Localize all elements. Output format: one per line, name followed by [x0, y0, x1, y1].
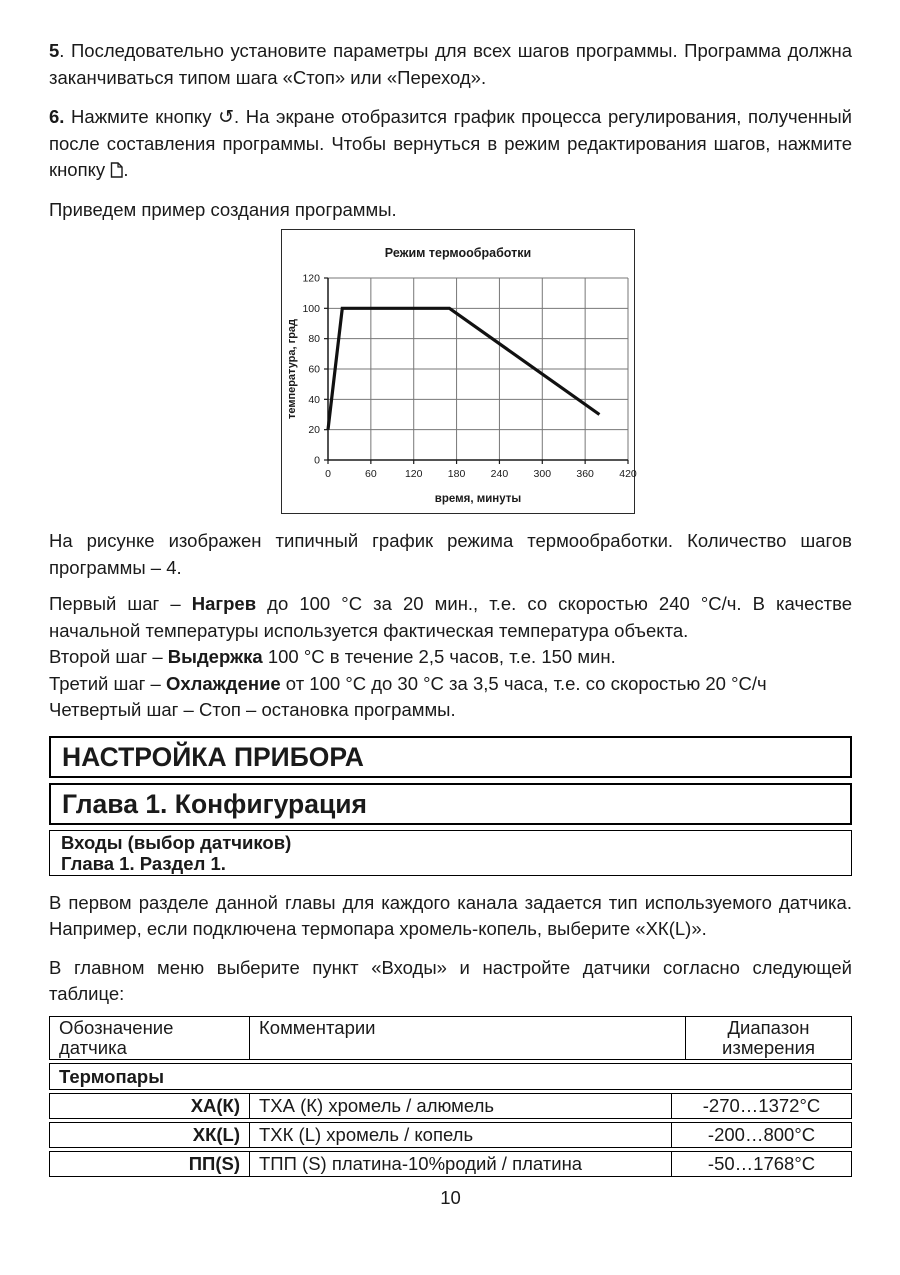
- chart-y-tick-label: 80: [308, 333, 320, 346]
- step-type: Охлаждение: [165, 672, 281, 694]
- chart-x-tick-label: 420: [619, 468, 637, 480]
- paragraph-step5: [49, 38, 852, 91]
- chart-x-tick-label: 180: [447, 468, 466, 480]
- chart-y-tick-label: 40: [308, 393, 320, 406]
- step1-description: [49, 591, 852, 644]
- sensor-comment: ТПП (S) платина-10%родий / платина: [249, 1152, 671, 1176]
- paragraph-number: 6.: [49, 106, 65, 127]
- subsection-heading-inputs: [49, 830, 852, 876]
- step-detail: от 100 °С до 30 °С за 3,5 часа, т.е. со скоростью 20 °С/ч: [280, 672, 767, 694]
- step-detail: 100 °С в течение 2,5 часов, т.е. 150 мин.: [262, 646, 616, 667]
- sensor-table: [49, 1016, 852, 1177]
- chart-x-tick-label: 120: [404, 468, 423, 480]
- subsection-reference: Глава 1. Раздел 1.: [61, 852, 226, 874]
- table-row: [49, 1151, 852, 1177]
- chart-x-tick-label: 60: [365, 468, 377, 480]
- step2-description: [49, 644, 852, 671]
- step-label: Третий шаг –: [49, 672, 166, 694]
- chart-x-tick-label: 240: [490, 468, 509, 480]
- table-row: [49, 1122, 852, 1148]
- chart-y-tick-label: 100: [302, 302, 320, 315]
- chart-y-tick-label: 120: [302, 272, 320, 285]
- table-header-comments: Комментарии: [249, 1017, 685, 1059]
- refresh-icon: ↺: [218, 106, 235, 128]
- paragraph-number: 5: [49, 40, 60, 61]
- chapter-heading-configuration: Глава 1. Конфигурация: [49, 783, 852, 825]
- paragraph-text: Нажмите кнопку: [64, 106, 219, 127]
- sensor-code: ХК(L): [192, 1123, 240, 1145]
- paragraph-step6: [49, 104, 852, 184]
- thermal-chart-svg: [282, 230, 637, 512]
- program-steps-description: [49, 591, 852, 724]
- chart-y-tick-label: 20: [308, 424, 320, 437]
- chart-y-tick-label: 60: [308, 363, 320, 376]
- paragraph-table-intro: В главном меню выберите пункт «Входы» и настройте датчики согласно следующей таблице:: [49, 956, 852, 1004]
- step-label: Второй шаг –: [49, 646, 168, 667]
- step-type: Выдержка: [167, 646, 263, 667]
- paragraph-example-intro: Приведем пример создания программы.: [49, 198, 397, 220]
- chart-y-tick-label: 0: [314, 454, 320, 467]
- paragraph-text: . На экране отобразится график процесса регулирования, полученный после составления программы. Чтобы вернуться в режим редактирования шагов, нажмите кнопку: [49, 106, 852, 180]
- table-header-row: [49, 1016, 852, 1060]
- table-row: [49, 1093, 852, 1119]
- chart-x-tick-label: 0: [325, 468, 331, 480]
- table-header-range: Диапазон измерения: [685, 1017, 851, 1059]
- thermal-treatment-chart: [281, 229, 635, 514]
- paragraph-text: .: [123, 159, 129, 180]
- paragraph-section-intro: В первом разделе данной главы для каждого канала задается тип используемого датчика. Например, если подключена термопара хромель-копель, выберите «ХК(L)».: [49, 891, 852, 939]
- chart-x-tick-label: 360: [576, 468, 594, 480]
- table-group-label: Термопары: [59, 1065, 165, 1087]
- page-number: 10: [440, 1186, 461, 1208]
- sensor-code: ХА(К): [190, 1094, 240, 1116]
- step4-description: Четвертый шаг – Стоп – остановка программы.: [49, 699, 456, 720]
- chart-x-axis-label: время, минуты: [434, 493, 522, 505]
- section-heading-device-setup: НАСТРОЙКА ПРИБОРА: [49, 736, 852, 778]
- paragraph-figure-caption: На рисунке изображен типичный график режима термообработки. Количество шагов программы – 4.: [49, 530, 852, 578]
- paragraph-text: . Последовательно установите параметры для всех шагов программы. Программа должна заканчиваться типом шага «Стоп» или «Переход».: [49, 40, 852, 88]
- step3-description: [49, 671, 852, 698]
- sensor-range: -270…1372°С: [671, 1094, 851, 1118]
- table-group-row: [49, 1063, 852, 1090]
- sensor-comment: ТХА (К) хромель / алюмель: [249, 1094, 671, 1118]
- step-type: Нагрев: [191, 593, 257, 614]
- chart-x-tick-label: 300: [533, 468, 552, 480]
- document-icon: [110, 159, 123, 180]
- step-detail: до 100 °С за 20 мин., т.е. со скоростью 240 °С/ч. В качестве начальной температуры используется фактическая температура объекта.: [49, 593, 852, 641]
- chart-y-axis-label: температура, град: [286, 318, 298, 420]
- subsection-title: Входы (выбор датчиков): [61, 831, 292, 853]
- sensor-range: -50…1768°С: [671, 1152, 851, 1176]
- table-header-designation: Обозначение датчика: [59, 1016, 174, 1058]
- chart-title: Режим термообработки: [384, 246, 532, 260]
- sensor-range: -200…800°С: [671, 1123, 851, 1147]
- sensor-comment: ТХК (L) хромель / копель: [249, 1123, 671, 1147]
- sensor-code: ПП(S): [188, 1152, 240, 1174]
- step-label: Первый шаг –: [49, 593, 192, 614]
